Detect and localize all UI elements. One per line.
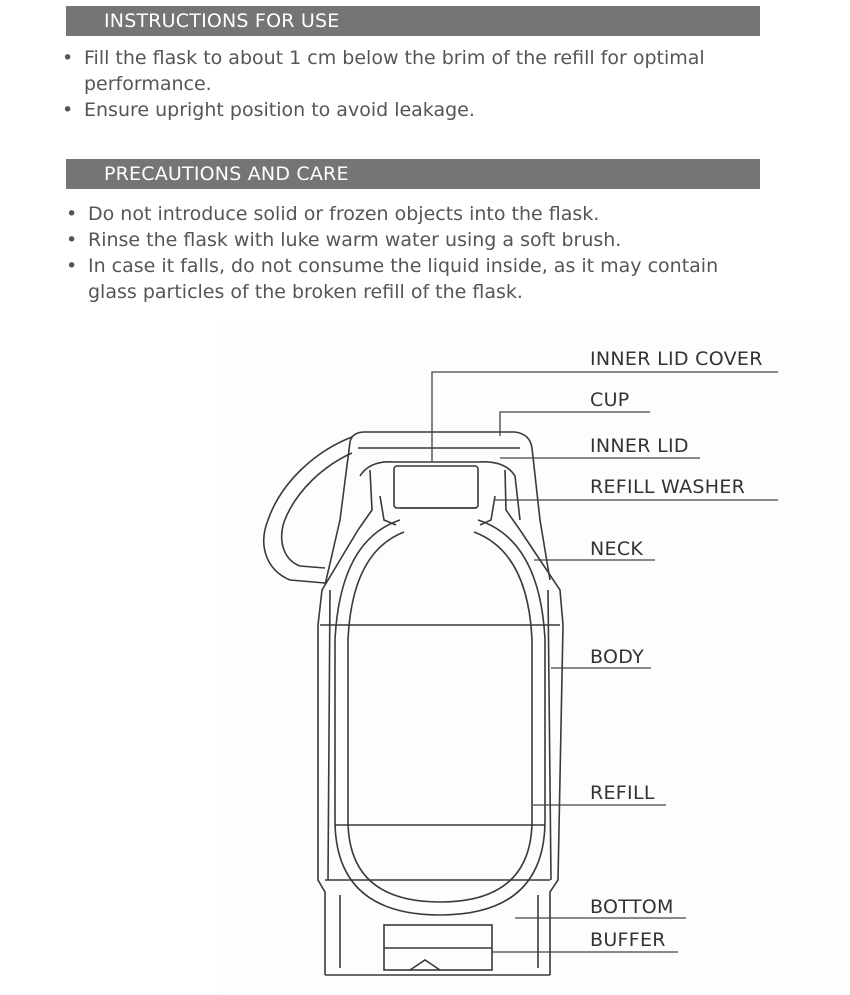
label-cup: CUP [590, 389, 630, 411]
label-inner-lid-cover: INNER LID COVER [590, 348, 763, 370]
list-item: • Do not introduce solid or frozen objects into the flask. [66, 203, 600, 225]
label-neck: NECK [590, 538, 644, 560]
list-item: • Rinse the flask with luke warm water using a soft brush. [66, 229, 622, 251]
label-refill-washer: REFILL WASHER [590, 476, 746, 498]
list-item: • Ensure upright position to avoid leakage. [62, 99, 475, 121]
label-refill: REFILL [590, 782, 655, 804]
label-inner-lid: INNER LID [590, 435, 689, 457]
bullet-icon: • [62, 47, 74, 69]
instructions-heading: INSTRUCTIONS FOR USE [66, 6, 760, 36]
bullet-icon: • [66, 255, 78, 277]
list-item: • Fill the flask to about 1 cm below the brim of the refill for optimal performance. [62, 47, 705, 95]
precautions-heading: PRECAUTIONS AND CARE [66, 159, 760, 189]
list-item: • In case it falls, do not consume the liquid inside, as it may contain glass particles of the broken refill of the flask. [66, 255, 719, 303]
bullet-icon: • [66, 229, 78, 251]
label-buffer: BUFFER [590, 929, 666, 951]
bullet-icon: • [62, 99, 74, 121]
bullet-icon: • [66, 203, 78, 225]
label-bottom: BOTTOM [590, 896, 674, 918]
label-body: BODY [590, 646, 645, 668]
